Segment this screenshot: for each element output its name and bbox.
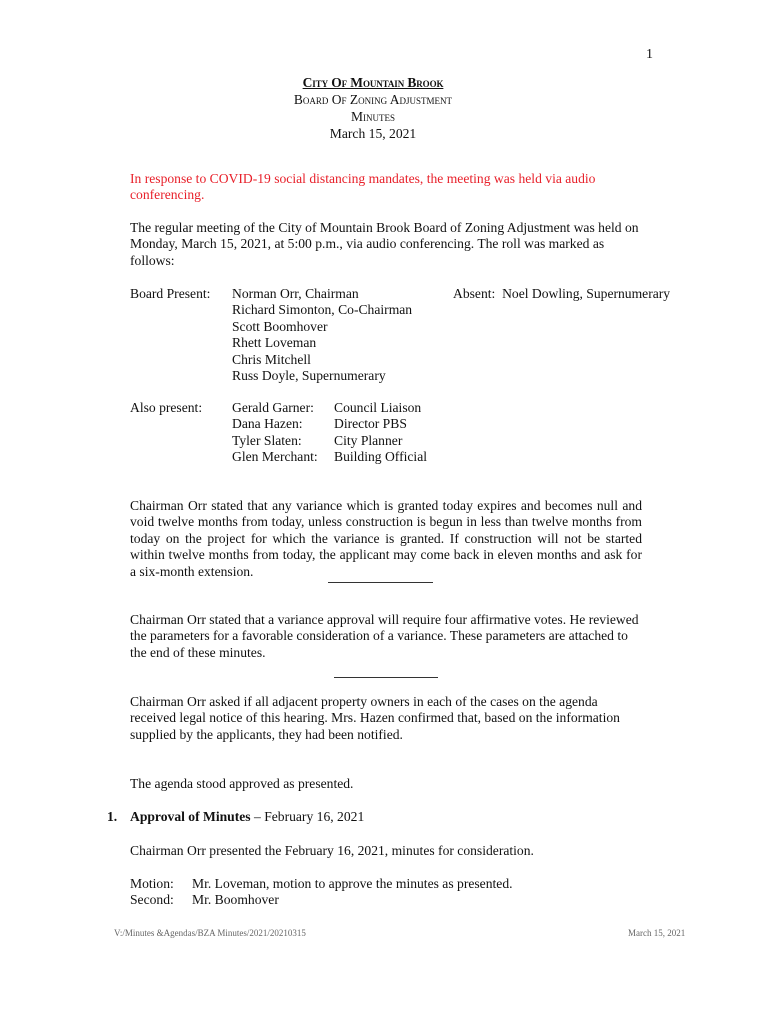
board-member: Richard Simonton, Co-Chairman (232, 302, 413, 318)
staff-role: Director PBS (334, 416, 407, 432)
document-header (0, 74, 746, 142)
second-label: Second: (130, 892, 174, 907)
absent-label: Absent: (453, 286, 496, 301)
board-name: Board Of Zoning Adjustment (293, 92, 453, 107)
footer-file-path: V:/Minutes &Agendas/BZA Minutes/2021/20210315 (114, 928, 306, 938)
footer-date: March 15, 2021 (628, 928, 686, 938)
board-member: Scott Boomhover (232, 318, 328, 334)
board-member: Norman Orr, Chairman (232, 286, 359, 301)
section-divider (334, 677, 438, 678)
also-present-roles (334, 400, 427, 466)
covid-notice: In response to COVID-19 social distancing mandates, the meeting was held via audio conferencing. (130, 171, 596, 203)
legal-notice-paragraph: Chairman Orr asked if all adjacent property owners in each of the cases on the agenda received legal notice of this hearing. Mrs. Hazen confirmed that, based on the information supplied by the applicants, they had been notified. (130, 694, 620, 742)
agenda-paragraph: The agenda stood approved as presented. (130, 776, 354, 791)
intro-paragraph: The regular meeting of the City of Mountain Brook Board of Zoning Adjustment was held on Monday, March 15, 2021, at 5:00 p.m., via audio conferencing. The roll was marked as follows: (130, 220, 639, 268)
second-text: Mr. Boomhover (192, 892, 279, 907)
absent-line (453, 286, 670, 302)
section-divider (328, 582, 433, 583)
board-member: Rhett Loveman (232, 335, 317, 351)
meeting-date: March 15, 2021 (329, 126, 417, 141)
city-name: City Of Mountain Brook (302, 75, 444, 90)
also-present-names (232, 400, 318, 466)
page-number: 1 (646, 47, 653, 62)
staff-name: Glen Merchant: (232, 449, 318, 465)
motion-label: Motion: (130, 876, 174, 891)
document-type: Minutes (350, 109, 395, 124)
item-title: Approval of Minutes (130, 809, 251, 824)
staff-name: Tyler Slaten: (232, 432, 302, 448)
minutes-presented: Chairman Orr presented the February 16, 2021, minutes for consideration. (130, 843, 534, 858)
variance-expiry-paragraph: Chairman Orr stated that any variance which is granted today expires and becomes null and void twelve months from today, unless construction is begun in less than twelve months from today on the project for which the variance is granted. If construction will not be started within twelve months from today, the applicant may come back in eleven months and ask for a six-month extension. (130, 498, 642, 579)
staff-name: Dana Hazen: (232, 416, 303, 432)
item-number: 1. (107, 809, 118, 824)
also-present-label: Also present: (130, 400, 203, 415)
absent-member: Noel Dowling, Supernumerary (502, 286, 671, 301)
staff-name: Gerald Garner: (232, 400, 314, 415)
board-present-list (232, 286, 412, 384)
board-member: Chris Mitchell (232, 351, 311, 367)
item-date: – February 16, 2021 (250, 809, 365, 824)
item-heading (130, 809, 364, 825)
staff-role: Council Liaison (334, 400, 422, 415)
motion-text: Mr. Loveman, motion to approve the minutes as presented. (192, 876, 513, 891)
board-present-label: Board Present: (130, 286, 211, 301)
staff-role: Building Official (334, 449, 428, 465)
board-member: Russ Doyle, Supernumerary (232, 368, 386, 384)
staff-role: City Planner (334, 432, 403, 448)
affirmative-votes-paragraph: Chairman Orr stated that a variance approval will require four affirmative votes. He reviewed the parameters for a favorable consideration of a variance. These parameters are attached to the end of these minutes. (130, 612, 639, 660)
